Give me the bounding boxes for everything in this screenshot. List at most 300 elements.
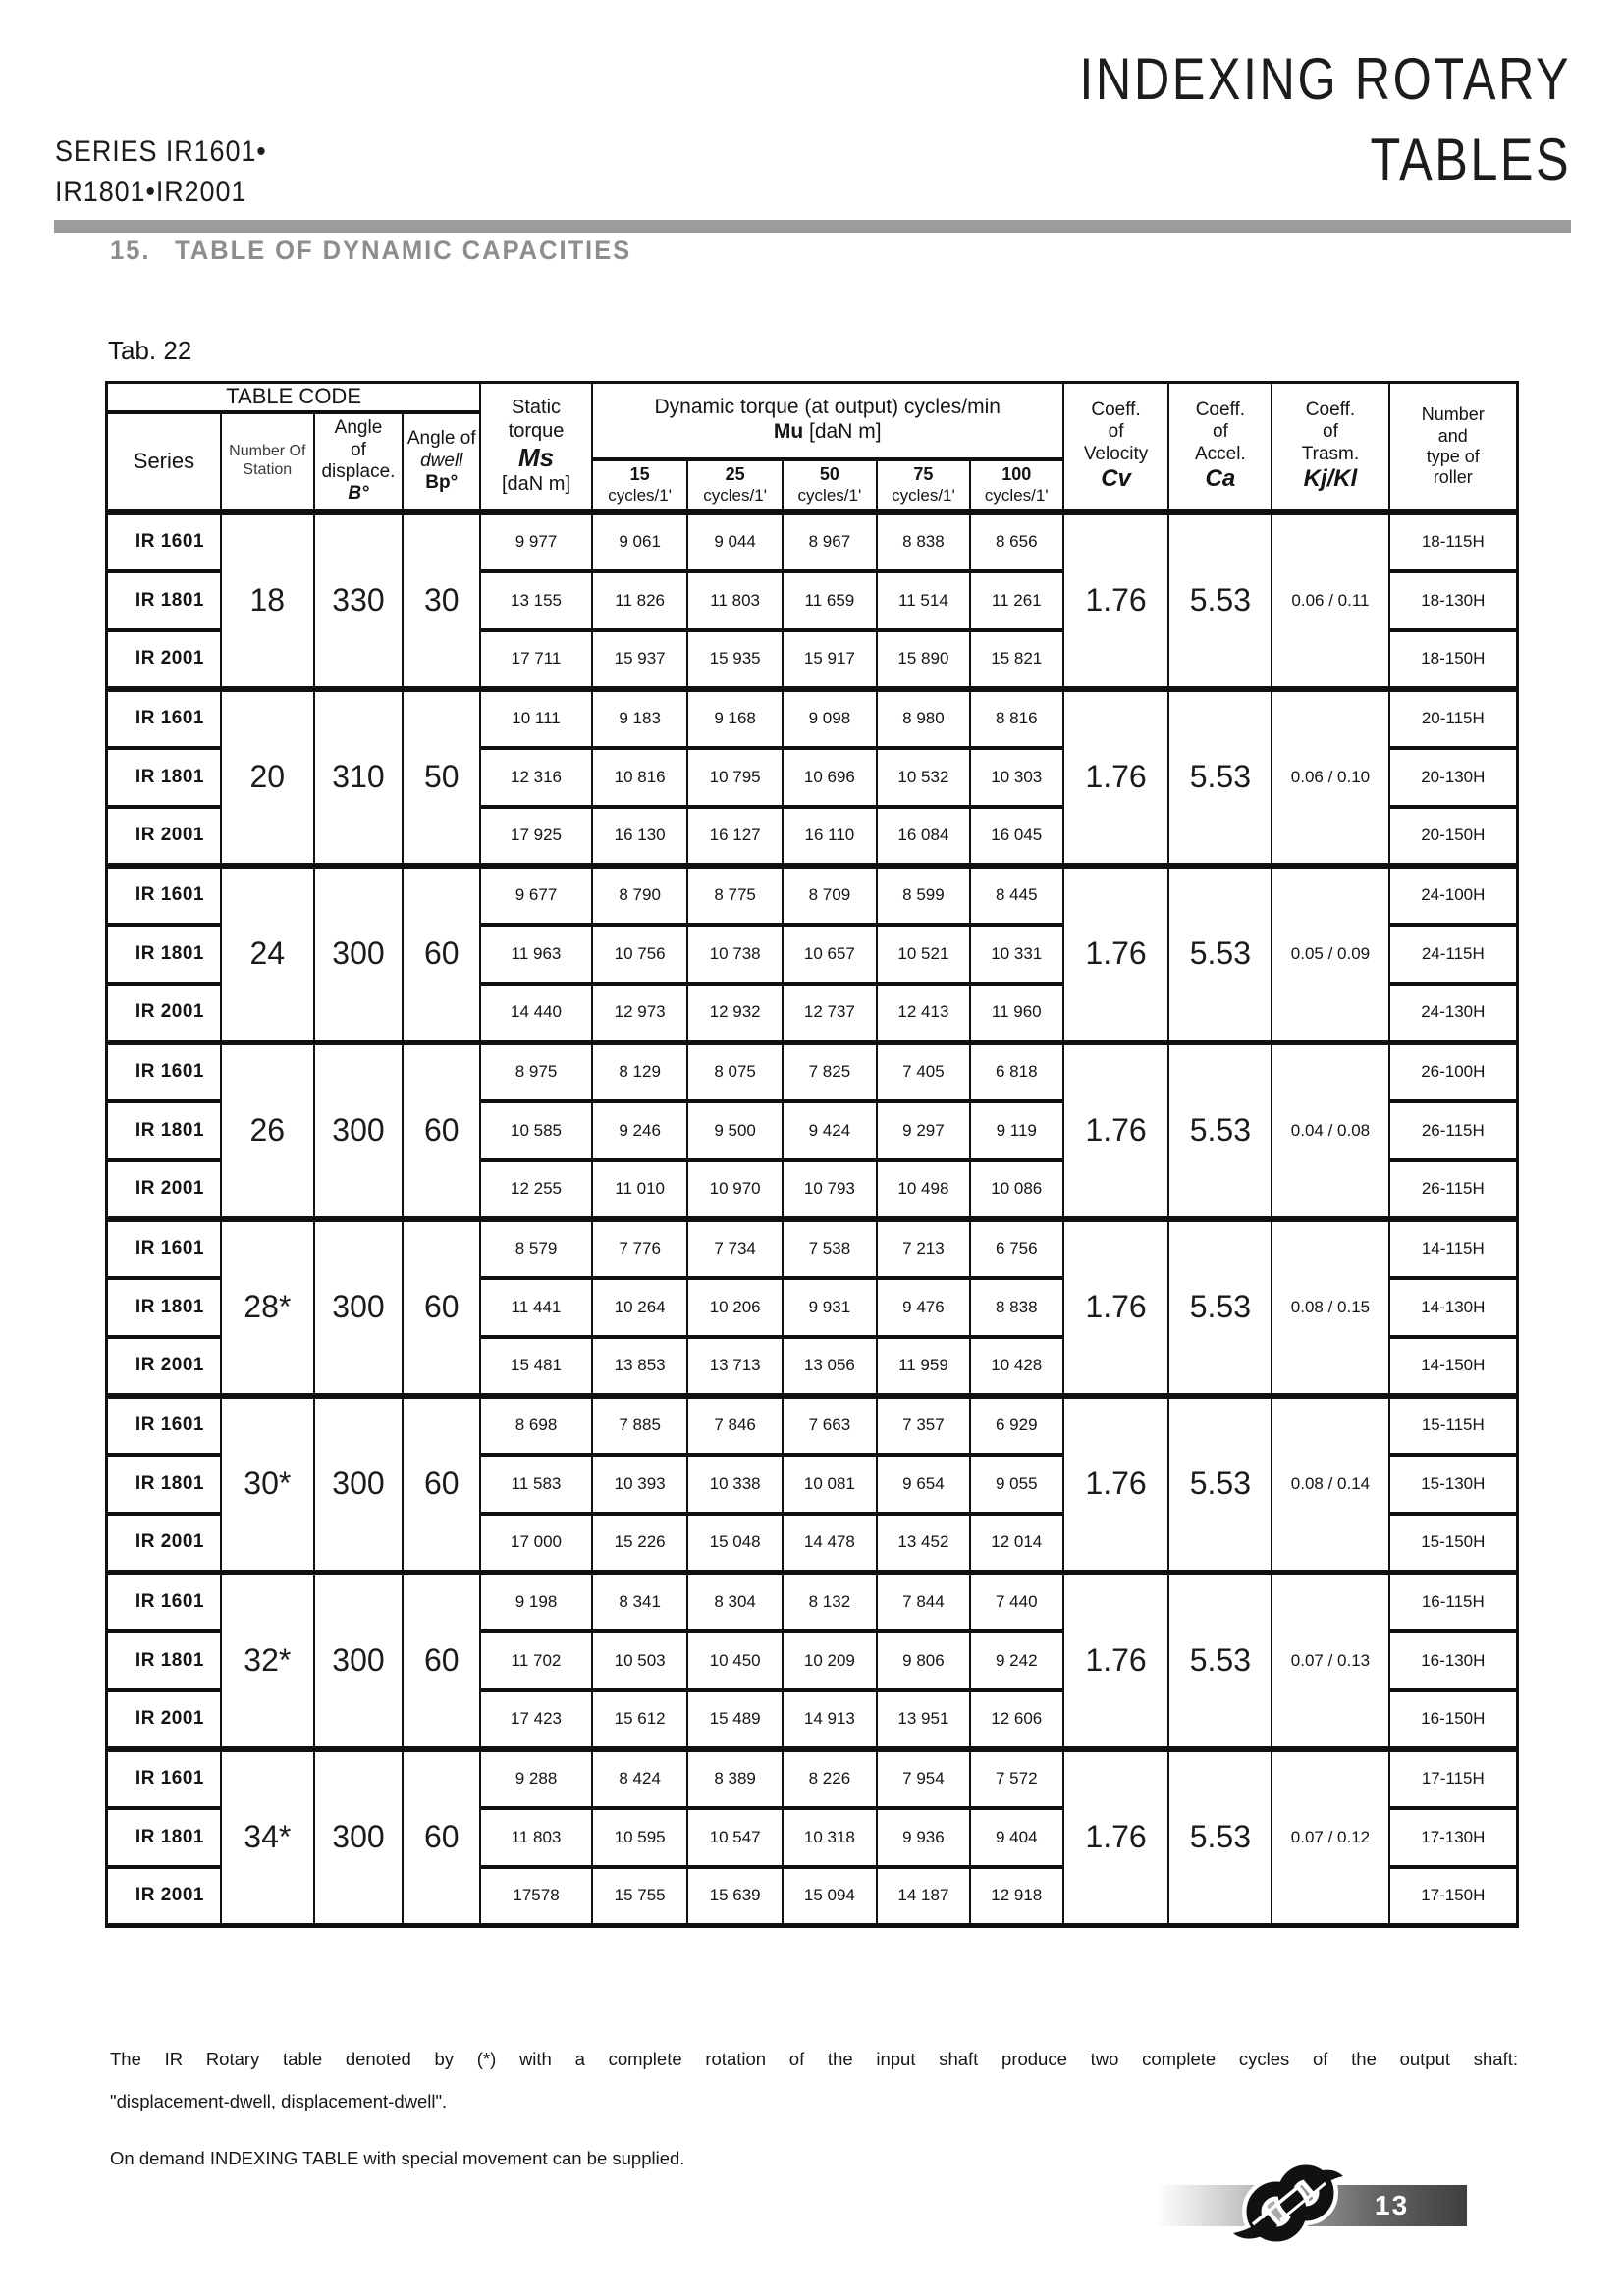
coeff-trasm-cell: 0.08 / 0.15 bbox=[1272, 1219, 1388, 1396]
table-row bbox=[107, 512, 1518, 571]
coeff-accel-line3: Accel. bbox=[1195, 443, 1246, 464]
dynamic-torque-cell: 8 445 bbox=[970, 866, 1063, 925]
station-header bbox=[221, 412, 314, 512]
dynamic-torque-cell: 10 498 bbox=[877, 1160, 970, 1219]
dynamic-torque-cell: 12 973 bbox=[592, 984, 688, 1042]
dynamic-torque-cell: 8 980 bbox=[877, 689, 970, 748]
dynamic-torque-cell: 16 130 bbox=[592, 807, 688, 866]
coeff-accel-cell: 5.53 bbox=[1168, 689, 1272, 866]
cycles-75-value: 75 bbox=[913, 464, 934, 484]
roller-cell: 17-150H bbox=[1389, 1867, 1518, 1926]
table-row bbox=[107, 1219, 1518, 1278]
dynamic-torque-cell: 10 756 bbox=[592, 925, 688, 984]
static-torque-cell: 17 000 bbox=[480, 1514, 592, 1573]
angle-dwell-cell: 60 bbox=[403, 1219, 480, 1396]
dynamic-torque-cell: 12 413 bbox=[877, 984, 970, 1042]
station-cell: 30* bbox=[221, 1396, 314, 1573]
dynamic-torque-unit: [daN m] bbox=[809, 420, 882, 444]
series-cell: IR 1601 bbox=[107, 866, 221, 925]
dynamic-torque-cell: 11 960 bbox=[970, 984, 1063, 1042]
angle-displacement-cell: 300 bbox=[314, 866, 404, 1042]
dynamic-torque-cell: 9 476 bbox=[877, 1278, 970, 1337]
series-cell: IR 1601 bbox=[107, 512, 221, 571]
static-torque-cell: 17 925 bbox=[480, 807, 592, 866]
footnote-line2: "displacement-dwell, displacement-dwell". bbox=[110, 2091, 448, 2111]
roller-cell: 15-150H bbox=[1389, 1514, 1518, 1573]
angle-dwell-cell: 60 bbox=[403, 1396, 480, 1573]
dynamic-torque-cell: 10 450 bbox=[687, 1631, 782, 1690]
dynamic-torque-cell: 9 297 bbox=[877, 1101, 970, 1160]
roller-line2: and bbox=[1437, 425, 1468, 446]
dynamic-torque-cell: 10 331 bbox=[970, 925, 1063, 984]
dynamic-torque-cell: 13 452 bbox=[877, 1514, 970, 1573]
series-cell: IR 2001 bbox=[107, 1690, 221, 1749]
dynamic-torque-cell: 10 338 bbox=[687, 1455, 782, 1514]
station-cell: 28* bbox=[221, 1219, 314, 1396]
dynamic-torque-cell: 9 424 bbox=[783, 1101, 877, 1160]
roller-cell: 17-130H bbox=[1389, 1808, 1518, 1867]
table-body bbox=[107, 512, 1518, 1926]
dynamic-torque-cell: 9 055 bbox=[970, 1455, 1063, 1514]
roller-cell: 14-130H bbox=[1389, 1278, 1518, 1337]
roller-cell: 16-150H bbox=[1389, 1690, 1518, 1749]
dynamic-torque-cell: 12 737 bbox=[783, 984, 877, 1042]
dynamic-torque-cell: 7 440 bbox=[970, 1573, 1063, 1631]
dynamic-torque-cell: 10 209 bbox=[783, 1631, 877, 1690]
table-row bbox=[107, 689, 1518, 748]
roller-cell: 17-115H bbox=[1389, 1749, 1518, 1808]
station-cell: 20 bbox=[221, 689, 314, 866]
dynamic-torque-cell: 9 044 bbox=[687, 512, 782, 571]
dynamic-torque-unit-line bbox=[593, 420, 1062, 445]
roller-cell: 15-115H bbox=[1389, 1396, 1518, 1455]
dynamic-torque-cell: 9 806 bbox=[877, 1631, 970, 1690]
dynamic-torque-cell: 6 818 bbox=[970, 1042, 1063, 1101]
dynamic-torque-cell: 16 045 bbox=[970, 807, 1063, 866]
table-caption: Tab. 22 bbox=[108, 336, 192, 365]
dynamic-torque-cell: 7 213 bbox=[877, 1219, 970, 1278]
series-heading-line2: IR1801•IR2001 bbox=[55, 176, 247, 208]
coeff-accel-line2: of bbox=[1212, 421, 1228, 443]
coeff-velocity-cell: 1.76 bbox=[1063, 1749, 1169, 1926]
dynamic-torque-cell: 15 821 bbox=[970, 630, 1063, 689]
static-torque-cell: 13 155 bbox=[480, 571, 592, 630]
angle-dwell-line2: dwell bbox=[420, 450, 463, 471]
dynamic-torque-cell: 8 816 bbox=[970, 689, 1063, 748]
dynamic-torque-cell: 11 959 bbox=[877, 1337, 970, 1396]
dynamic-torque-cell: 15 094 bbox=[783, 1867, 877, 1926]
dynamic-torque-cell: 9 936 bbox=[877, 1808, 970, 1867]
dynamic-torque-cell: 7 776 bbox=[592, 1219, 688, 1278]
coeff-accel-cell: 5.53 bbox=[1168, 512, 1272, 689]
roller-cell: 18-150H bbox=[1389, 630, 1518, 689]
static-torque-cell: 11 702 bbox=[480, 1631, 592, 1690]
roller-cell: 14-150H bbox=[1389, 1337, 1518, 1396]
cycles-15-value: 15 bbox=[629, 464, 650, 484]
series-cell: IR 1801 bbox=[107, 1101, 221, 1160]
cycles-15-header bbox=[592, 459, 688, 512]
series-cell: IR 1801 bbox=[107, 925, 221, 984]
dynamic-torque-cell: 8 838 bbox=[877, 512, 970, 571]
static-torque-cell: 14 440 bbox=[480, 984, 592, 1042]
angle-displacement-line3: displace. bbox=[321, 461, 396, 482]
coeff-trasm-cell: 0.07 / 0.13 bbox=[1272, 1573, 1388, 1749]
coeff-velocity-cell: 1.76 bbox=[1063, 866, 1169, 1042]
roller-cell: 16-115H bbox=[1389, 1573, 1518, 1631]
dynamic-torque-cell: 8 389 bbox=[687, 1749, 782, 1808]
angle-displacement-cell: 300 bbox=[314, 1042, 404, 1219]
cycles-25-value: 25 bbox=[725, 464, 745, 484]
coeff-velocity-cell: 1.76 bbox=[1063, 689, 1169, 866]
series-cell: IR 2001 bbox=[107, 1337, 221, 1396]
dynamic-torque-cell: 11 826 bbox=[592, 571, 688, 630]
series-heading bbox=[55, 132, 267, 212]
roller-cell: 18-130H bbox=[1389, 571, 1518, 630]
dynamic-torque-cell: 7 572 bbox=[970, 1749, 1063, 1808]
static-torque-cell: 11 583 bbox=[480, 1455, 592, 1514]
coeff-trasm-line3: Trasm. bbox=[1301, 443, 1360, 464]
static-torque-header bbox=[480, 383, 592, 512]
series-cell: IR 1601 bbox=[107, 1396, 221, 1455]
page-title-line2: TABLES bbox=[1370, 127, 1571, 192]
dynamic-torque-cell: 13 713 bbox=[687, 1337, 782, 1396]
dynamic-torque-cell: 15 935 bbox=[687, 630, 782, 689]
coeff-velocity-header bbox=[1063, 383, 1169, 512]
series-cell: IR 1801 bbox=[107, 1455, 221, 1514]
angle-dwell-cell: 60 bbox=[403, 1042, 480, 1219]
dynamic-torque-cell: 15 226 bbox=[592, 1514, 688, 1573]
table-header bbox=[107, 383, 1518, 512]
cycles-50-value: 50 bbox=[819, 464, 839, 484]
series-cell: IR 1801 bbox=[107, 1808, 221, 1867]
coeff-velocity-line1: Coeff. bbox=[1091, 399, 1141, 420]
coeff-trasm-cell: 0.06 / 0.10 bbox=[1272, 689, 1388, 866]
footnote-line1: The IR Rotary table denoted by (*) with a complete rotation of the input shaft produce two complete cycles of the output shaft: bbox=[110, 2049, 1518, 2069]
coeff-accel-cell: 5.53 bbox=[1168, 1042, 1272, 1219]
coeff-trasm-cell: 0.07 / 0.12 bbox=[1272, 1749, 1388, 1926]
coeff-trasm-symbol: Kj/Kl bbox=[1303, 465, 1358, 493]
header-divider-bar bbox=[54, 220, 1571, 233]
static-torque-cell: 9 288 bbox=[480, 1749, 592, 1808]
coeff-trasm-cell: 0.08 / 0.14 bbox=[1272, 1396, 1388, 1573]
series-cell: IR 2001 bbox=[107, 630, 221, 689]
roller-cell: 26-115H bbox=[1389, 1101, 1518, 1160]
coeff-trasm-line1: Coeff. bbox=[1305, 399, 1356, 420]
angle-displacement-line2: of bbox=[351, 439, 366, 460]
station-line2: Station bbox=[243, 461, 293, 478]
dynamic-torque-cell: 7 954 bbox=[877, 1749, 970, 1808]
cycles-25-header bbox=[687, 459, 782, 512]
coeff-velocity-cell: 1.76 bbox=[1063, 1573, 1169, 1749]
static-torque-cell: 8 698 bbox=[480, 1396, 592, 1455]
roller-cell: 20-130H bbox=[1389, 748, 1518, 807]
table-row bbox=[107, 1396, 1518, 1455]
dynamic-torque-cell: 10 816 bbox=[592, 748, 688, 807]
coeff-velocity-line3: Velocity bbox=[1083, 443, 1149, 464]
static-torque-cell: 17578 bbox=[480, 1867, 592, 1926]
static-torque-cell: 12 255 bbox=[480, 1160, 592, 1219]
dynamic-torque-cell: 10 532 bbox=[877, 748, 970, 807]
angle-displacement-cell: 300 bbox=[314, 1573, 404, 1749]
roller-cell: 18-115H bbox=[1389, 512, 1518, 571]
station-cell: 34* bbox=[221, 1749, 314, 1926]
cycles-100-header bbox=[970, 459, 1063, 512]
dynamic-torque-cell: 15 489 bbox=[687, 1690, 782, 1749]
dynamic-torque-cell: 8 304 bbox=[687, 1573, 782, 1631]
station-line1: Number Of bbox=[229, 443, 306, 460]
dynamic-torque-cell: 8 656 bbox=[970, 512, 1063, 571]
dynamic-torque-cell: 13 951 bbox=[877, 1690, 970, 1749]
dynamic-torque-cell: 15 612 bbox=[592, 1690, 688, 1749]
angle-displacement-symbol: B° bbox=[348, 483, 369, 505]
dynamic-torque-cell: 13 056 bbox=[783, 1337, 877, 1396]
angle-displacement-header bbox=[314, 412, 404, 512]
dynamic-torque-cell: 11 261 bbox=[970, 571, 1063, 630]
table-row bbox=[107, 1573, 1518, 1631]
static-torque-cell: 12 316 bbox=[480, 748, 592, 807]
roller-line4: roller bbox=[1433, 466, 1473, 487]
series-cell: IR 1801 bbox=[107, 1631, 221, 1690]
dynamic-torque-cell: 6 756 bbox=[970, 1219, 1063, 1278]
dynamic-torque-cell: 10 547 bbox=[687, 1808, 782, 1867]
angle-displacement-cell: 300 bbox=[314, 1396, 404, 1573]
coeff-accel-header bbox=[1168, 383, 1272, 512]
static-torque-cell: 11 803 bbox=[480, 1808, 592, 1867]
roller-line3: type of bbox=[1426, 446, 1480, 466]
dynamic-torque-cell: 15 048 bbox=[687, 1514, 782, 1573]
coeff-velocity-line2: of bbox=[1108, 421, 1124, 443]
coeff-accel-line1: Coeff. bbox=[1195, 399, 1246, 420]
dynamic-torque-cell: 8 709 bbox=[783, 866, 877, 925]
series-cell: IR 2001 bbox=[107, 807, 221, 866]
station-cell: 32* bbox=[221, 1573, 314, 1749]
dynamic-torque-cell: 8 838 bbox=[970, 1278, 1063, 1337]
dynamic-torque-cell: 10 303 bbox=[970, 748, 1063, 807]
dynamic-torque-cell: 8 132 bbox=[783, 1573, 877, 1631]
station-cell: 18 bbox=[221, 512, 314, 689]
page-title-line1: INDEXING ROTARY bbox=[1079, 46, 1571, 112]
dynamic-torque-cell: 9 098 bbox=[783, 689, 877, 748]
roller-cell: 15-130H bbox=[1389, 1455, 1518, 1514]
page-number: 13 bbox=[1375, 2190, 1410, 2220]
dynamic-torque-cell: 9 061 bbox=[592, 512, 688, 571]
static-torque-symbol: Ms bbox=[517, 443, 555, 473]
dynamic-torque-cell: 15 937 bbox=[592, 630, 688, 689]
series-cell: IR 2001 bbox=[107, 1160, 221, 1219]
dynamic-torque-cell: 10 086 bbox=[970, 1160, 1063, 1219]
dynamic-torque-cell: 10 657 bbox=[783, 925, 877, 984]
cycles-50-unit: cycles/1' bbox=[797, 485, 862, 505]
coeff-accel-symbol: Ca bbox=[1205, 465, 1236, 493]
dynamic-torque-cell: 12 606 bbox=[970, 1690, 1063, 1749]
static-torque-cell: 8 975 bbox=[480, 1042, 592, 1101]
static-torque-cell: 9 198 bbox=[480, 1573, 592, 1631]
table-row bbox=[107, 1749, 1518, 1808]
dynamic-torque-cell: 8 424 bbox=[592, 1749, 688, 1808]
static-torque-cell: 10 111 bbox=[480, 689, 592, 748]
static-torque-cell: 17 711 bbox=[480, 630, 592, 689]
dynamic-torque-cell: 10 264 bbox=[592, 1278, 688, 1337]
dynamic-torque-cell: 7 734 bbox=[687, 1219, 782, 1278]
station-cell: 26 bbox=[221, 1042, 314, 1219]
angle-dwell-cell: 60 bbox=[403, 1749, 480, 1926]
dynamic-torque-cell: 12 014 bbox=[970, 1514, 1063, 1573]
dynamic-capacities-table bbox=[105, 381, 1519, 1928]
angle-displacement-cell: 310 bbox=[314, 689, 404, 866]
roller-cell: 24-100H bbox=[1389, 866, 1518, 925]
dynamic-torque-cell: 10 393 bbox=[592, 1455, 688, 1514]
static-torque-cell: 9 677 bbox=[480, 866, 592, 925]
dynamic-torque-cell: 10 795 bbox=[687, 748, 782, 807]
angle-dwell-line1: Angle of bbox=[406, 428, 476, 450]
cycles-75-unit: cycles/1' bbox=[892, 485, 955, 505]
dynamic-torque-cell: 9 404 bbox=[970, 1808, 1063, 1867]
angle-displacement-line1: Angle bbox=[334, 417, 383, 439]
roller-cell: 14-115H bbox=[1389, 1219, 1518, 1278]
dynamic-torque-cell: 15 639 bbox=[687, 1867, 782, 1926]
section-title: TABLE OF DYNAMIC CAPACITIES bbox=[175, 236, 632, 265]
dynamic-torque-cell: 8 226 bbox=[783, 1749, 877, 1808]
dynamic-torque-cell: 7 357 bbox=[877, 1396, 970, 1455]
station-cell: 24 bbox=[221, 866, 314, 1042]
coeff-velocity-cell: 1.76 bbox=[1063, 512, 1169, 689]
static-torque-cell: 11 963 bbox=[480, 925, 592, 984]
series-heading-line1: SERIES IR1601• bbox=[55, 135, 267, 168]
series-cell: IR 1601 bbox=[107, 1573, 221, 1631]
dynamic-torque-cell: 9 183 bbox=[592, 689, 688, 748]
dynamic-torque-cell: 16 084 bbox=[877, 807, 970, 866]
dynamic-torque-cell: 7 405 bbox=[877, 1042, 970, 1101]
dynamic-torque-cell: 10 206 bbox=[687, 1278, 782, 1337]
cycles-25-unit: cycles/1' bbox=[703, 485, 767, 505]
dynamic-torque-cell: 12 918 bbox=[970, 1867, 1063, 1926]
series-cell: IR 1601 bbox=[107, 1042, 221, 1101]
dynamic-torque-cell: 10 738 bbox=[687, 925, 782, 984]
roller-cell: 26-115H bbox=[1389, 1160, 1518, 1219]
dynamic-torque-cell: 6 929 bbox=[970, 1396, 1063, 1455]
dynamic-torque-cell: 10 696 bbox=[783, 748, 877, 807]
series-cell: IR 2001 bbox=[107, 1514, 221, 1573]
dynamic-torque-cell: 9 500 bbox=[687, 1101, 782, 1160]
roller-cell: 16-130H bbox=[1389, 1631, 1518, 1690]
dynamic-torque-cell: 8 341 bbox=[592, 1573, 688, 1631]
coeff-velocity-cell: 1.76 bbox=[1063, 1042, 1169, 1219]
angle-displacement-cell: 330 bbox=[314, 512, 404, 689]
static-torque-cell: 10 585 bbox=[480, 1101, 592, 1160]
roller-line1: Number bbox=[1421, 404, 1485, 425]
dynamic-torque-cell: 9 242 bbox=[970, 1631, 1063, 1690]
dynamic-torque-cell: 16 110 bbox=[783, 807, 877, 866]
dynamic-torque-line1: Dynamic torque (at output) cycles/min bbox=[654, 396, 1001, 419]
coeff-accel-cell: 5.53 bbox=[1168, 1573, 1272, 1749]
dynamic-torque-cell: 7 538 bbox=[783, 1219, 877, 1278]
footnote-asterisk bbox=[110, 2038, 1518, 2122]
cycles-100-value: 100 bbox=[1001, 464, 1032, 484]
dynamic-torque-cell: 9 931 bbox=[783, 1278, 877, 1337]
dynamic-torque-symbol: Mu bbox=[773, 420, 804, 444]
dynamic-torque-cell: 8 075 bbox=[687, 1042, 782, 1101]
dynamic-torque-cell: 9 246 bbox=[592, 1101, 688, 1160]
dynamic-torque-cell: 7 885 bbox=[592, 1396, 688, 1455]
coeff-trasm-cell: 0.05 / 0.09 bbox=[1272, 866, 1388, 1042]
series-header: Series bbox=[107, 412, 221, 512]
static-torque-cell: 8 579 bbox=[480, 1219, 592, 1278]
dynamic-torque-cell: 8 967 bbox=[783, 512, 877, 571]
roller-header bbox=[1389, 383, 1518, 512]
table-row bbox=[107, 866, 1518, 925]
roller-cell: 20-150H bbox=[1389, 807, 1518, 866]
angle-dwell-cell: 60 bbox=[403, 866, 480, 1042]
note-special-movement: On demand INDEXING TABLE with special movement can be supplied. bbox=[110, 2148, 685, 2168]
dynamic-torque-cell: 11 803 bbox=[687, 571, 782, 630]
roller-cell: 24-115H bbox=[1389, 925, 1518, 984]
dynamic-torque-cell: 9 654 bbox=[877, 1455, 970, 1514]
cycles-15-unit: cycles/1' bbox=[608, 485, 672, 505]
series-cell: IR 1601 bbox=[107, 689, 221, 748]
dynamic-torque-cell: 7 846 bbox=[687, 1396, 782, 1455]
dynamic-torque-cell: 15 755 bbox=[592, 1867, 688, 1926]
static-torque-cell: 11 441 bbox=[480, 1278, 592, 1337]
dynamic-torque-cell: 7 663 bbox=[783, 1396, 877, 1455]
dynamic-torque-cell: 10 503 bbox=[592, 1631, 688, 1690]
dynamic-torque-cell: 10 521 bbox=[877, 925, 970, 984]
dynamic-torque-cell: 10 595 bbox=[592, 1808, 688, 1867]
coeff-trasm-line2: of bbox=[1323, 421, 1338, 443]
dynamic-torque-cell: 11 010 bbox=[592, 1160, 688, 1219]
cycles-75-header bbox=[877, 459, 970, 512]
dynamic-torque-cell: 9 168 bbox=[687, 689, 782, 748]
dynamic-torque-cell: 8 599 bbox=[877, 866, 970, 925]
coeff-accel-cell: 5.53 bbox=[1168, 1396, 1272, 1573]
series-cell: IR 1601 bbox=[107, 1219, 221, 1278]
dynamic-torque-cell: 7 825 bbox=[783, 1042, 877, 1101]
dynamic-torque-cell: 8 790 bbox=[592, 866, 688, 925]
dynamic-torque-cell: 13 853 bbox=[592, 1337, 688, 1396]
angle-displacement-cell: 300 bbox=[314, 1749, 404, 1926]
dynamic-torque-cell: 15 890 bbox=[877, 630, 970, 689]
dynamic-torque-cell: 10 318 bbox=[783, 1808, 877, 1867]
dynamic-torque-cell: 7 844 bbox=[877, 1573, 970, 1631]
static-torque-cell: 17 423 bbox=[480, 1690, 592, 1749]
cycles-50-header bbox=[783, 459, 877, 512]
angle-dwell-header bbox=[403, 412, 480, 512]
dynamic-torque-cell: 10 428 bbox=[970, 1337, 1063, 1396]
dynamic-torque-cell: 15 917 bbox=[783, 630, 877, 689]
section-heading bbox=[110, 236, 631, 266]
dynamic-torque-cell: 14 913 bbox=[783, 1690, 877, 1749]
series-cell: IR 1801 bbox=[107, 571, 221, 630]
angle-displacement-cell: 300 bbox=[314, 1219, 404, 1396]
angle-dwell-cell: 60 bbox=[403, 1573, 480, 1749]
table-code-header: TABLE CODE bbox=[107, 383, 481, 412]
coeff-velocity-cell: 1.76 bbox=[1063, 1396, 1169, 1573]
dynamic-torque-cell: 16 127 bbox=[687, 807, 782, 866]
angle-dwell-cell: 50 bbox=[403, 689, 480, 866]
coeff-trasm-cell: 0.04 / 0.08 bbox=[1272, 1042, 1388, 1219]
static-torque-unit: [daN m] bbox=[502, 472, 571, 495]
coeff-accel-cell: 5.53 bbox=[1168, 1749, 1272, 1926]
static-torque-cell: 15 481 bbox=[480, 1337, 592, 1396]
series-cell: IR 2001 bbox=[107, 1867, 221, 1926]
coeff-trasm-cell: 0.06 / 0.11 bbox=[1272, 512, 1388, 689]
dynamic-torque-cell: 11 659 bbox=[783, 571, 877, 630]
cycles-100-unit: cycles/1' bbox=[984, 485, 1049, 505]
dynamic-torque-cell: 10 081 bbox=[783, 1455, 877, 1514]
dynamic-torque-cell: 11 514 bbox=[877, 571, 970, 630]
roller-cell: 24-130H bbox=[1389, 984, 1518, 1042]
dynamic-torque-cell: 10 793 bbox=[783, 1160, 877, 1219]
series-cell: IR 1801 bbox=[107, 748, 221, 807]
